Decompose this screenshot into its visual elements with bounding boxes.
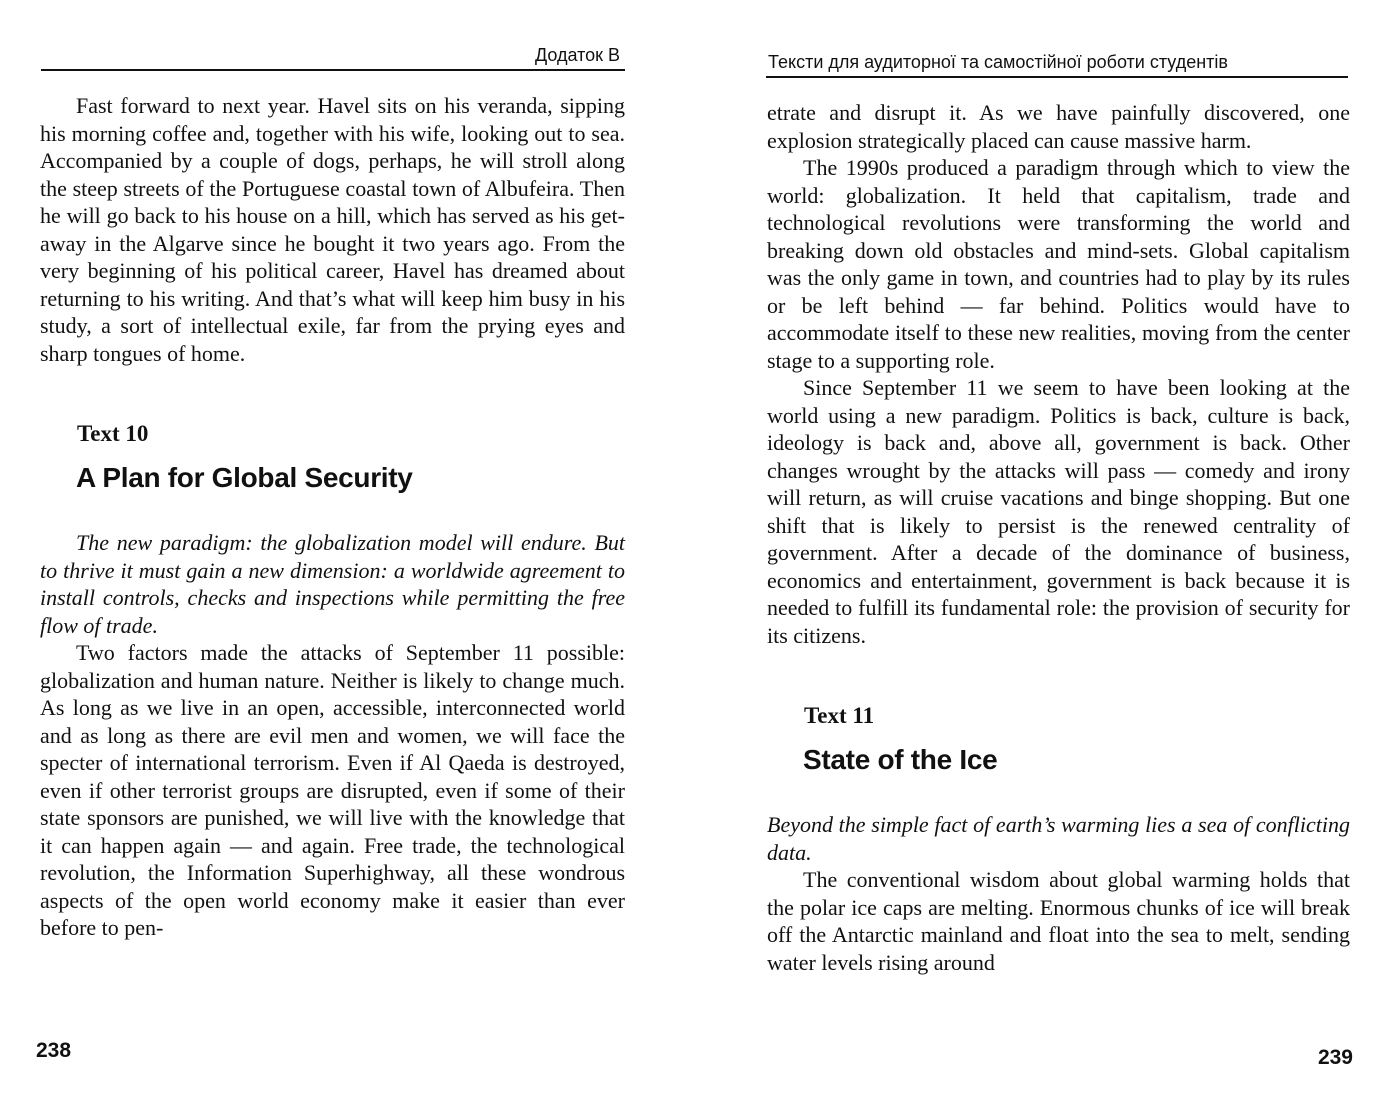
left-page (0, 0, 690, 1106)
page-number-right: 239 (1317, 1046, 1353, 1069)
text-11-lead: Beyond the simple fact of earth’s warming lies a sea of conflicting data. (767, 812, 1350, 865)
paragraph-continuation: etrate and disrupt it. As we have painfully discovered, one explosion strategically placed can cause massive harm. (767, 100, 1350, 153)
running-head-left: Додаток В (534, 45, 620, 65)
text-10-title: A Plan for Global Security (76, 462, 413, 493)
text-10-lead: The new paradigm: the globalization model will endure. But to thrive it must gain a new dimension: a worldwide agreement to install controls, checks and inspections while permitting the free flow of trade. (40, 530, 625, 638)
left-text-column (40, 92, 625, 942)
page-number-left: 238 (36, 1039, 72, 1062)
header-rule-left (41, 69, 625, 71)
paragraph-conventional-wisdom: The conventional wisdom about global warming holds that the polar ice caps are melting. Enormous chunks of ice will break off the Antarctic mainland and float into the sea to melt, sending water levels rising around (767, 867, 1350, 975)
header-rule-right (766, 76, 1348, 78)
right-page (700, 0, 1397, 1106)
right-text-column (767, 99, 1350, 976)
text-10-label: Text 10 (77, 421, 149, 446)
text-11-label: Text 11 (804, 703, 875, 728)
running-head-right: Тексти для аудиторної та самостійної роботи студентів (768, 52, 1228, 72)
paragraph-september-11: Since September 11 we seem to have been looking at the world using a new paradigm. Politics is back, culture is back, ideology is back and, above all, government is back. Other changes wrought by the attacks will pass — comedy and irony will return, as will cruise vacations and binge shopping. But one shift that is likely to persist is the renewed centrality of government. After a decade of the dominance of business, economics and entertainment, government is back because it is needed to fulfill its fundamental role: the provision of security for its citizens. (767, 375, 1350, 648)
text-11-title: State of the Ice (803, 744, 998, 775)
paragraph-1990s: The 1990s produced a paradigm through which to view the world: globalization. It held that capitalism, trade and technological revolutions were transforming the world and breaking down old obstacles and mind-sets. Global capitalism was the only game in town, and countries had to play by its rules or be left behind — far behind. Politics would have to accommodate itself to these new realities, moving from the center stage to a supporting role. (767, 155, 1350, 373)
paragraph-havel: Fast forward to next year. Havel sits on his veranda, sipping his morning coffee and, together with his wife, looking out to sea. Accompanied by a couple of dogs, perhaps, he will stroll along the steep streets of the Portuguese coastal town of Albufeira. Then he will go back to his house on a hill, which has served as his get-away in the Algarve since he bought it two years ago. From the very beginning of his political career, Havel has dreamed about returning to his writing. And that’s what will keep him busy in his study, a sort of intellectual exile, far from the prying eyes and sharp tongues of home. (40, 93, 625, 366)
paragraph-two-factors: Two factors made the attacks of September 11 possible: globalization and human nature. Neither is likely to change much. As long as we live in an open, accessible, interconnected world and as long as there are evil men and women, we will face the specter of international terrorism. Even if Al Qaeda is destroyed, even if other terrorist groups are disrupted, even if some of their state sponsors are punished, we will live with the knowledge that it can happen again — and again. Free trade, the technological revolution, the Information Superhighway, all these wondrous aspects of the open world economy make it easier than ever before to pen- (40, 640, 625, 940)
